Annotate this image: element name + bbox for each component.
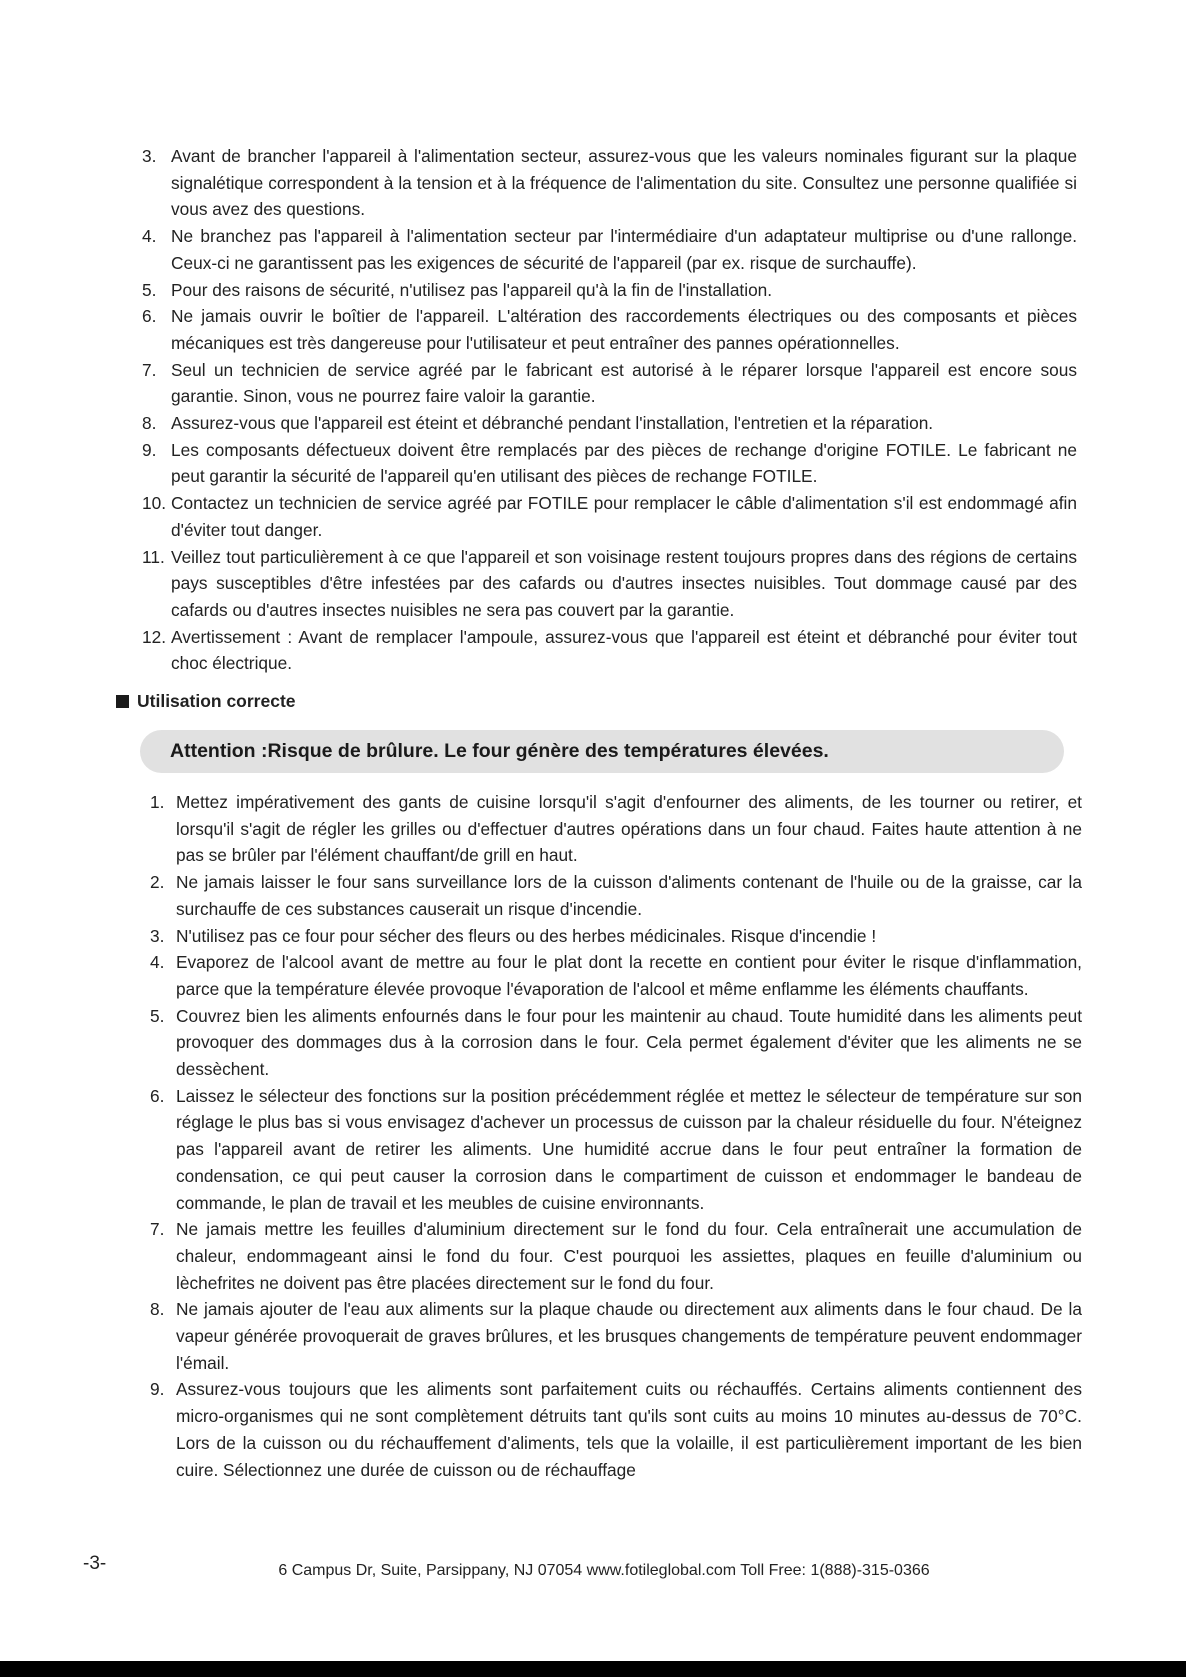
bottom-border <box>0 1661 1186 1677</box>
list-item-number: 3. <box>150 925 165 946</box>
list-item-text: Assurez-vous que l'appareil est éteint et débranché pendant l'installation, l'entretien et la réparation. <box>171 413 934 434</box>
list-item-text: Les composants défectueux doivent être remplacés par des pièces de rechange d'origine FOTILE. Le fabricant ne peut garantir la sécurité de l'appareil qu'en utilisant des pièces de rechange FOTILE. <box>171 439 1077 487</box>
section-heading-text: Utilisation correcte <box>137 691 296 711</box>
list-item <box>150 949 1082 1002</box>
list-item-number: 10. <box>142 493 167 514</box>
list-item-text: Contactez un technicien de service agréé par FOTILE pour remplacer le câble d'alimentation s'il est endommagé afin d'éviter tout danger. <box>171 493 1077 540</box>
list-item-number: 7. <box>142 359 157 380</box>
list-item <box>150 1376 1082 1483</box>
list-item-text: N'utilisez pas ce four pour sécher des fleurs ou des herbes médicinales. Risque d'incendie ! <box>176 925 877 946</box>
list-item <box>142 277 1077 304</box>
list-item <box>150 1003 1082 1083</box>
list-item-text: Mettez impérativement des gants de cuisine lorsqu'il s'agit d'enfourner des aliments, de les tourner ou retirer, et lorsqu'il s'agit de régler les grilles ou d'effectuer d'autres opérations dans un four chaud. Faites haute attention à ne pas se brûler par l'élément chauffant/de grill en haut. <box>176 792 1082 866</box>
list-item <box>142 410 1077 437</box>
list-item <box>142 437 1077 490</box>
square-bullet-icon <box>116 695 129 708</box>
list-item-text: Evaporez de l'alcool avant de mettre au four le plat dont la recette en contient pour éviter le risque d'inflammation, parce que la température élevée provoque l'évaporation de l'alcool et même enflamme les éléments chauffants. <box>176 952 1082 999</box>
list-item-number: 8. <box>150 1299 165 1320</box>
list-item-text: Assurez-vous toujours que les aliments sont parfaitement cuits ou réchauffés. Certains aliments contiennent des micro-organismes qui ne sont complètement détruits tant qu'ils sont cuits au moins 10 minutes au-dessus de 70°C. Lors de la cuisson ou du réchauffement d'aliments, tels que la volaille, il est particulièrement important de les bien cuire. Sélectionnez une durée de cuisson ou de réchauffage <box>176 1379 1082 1480</box>
warning-text: Attention :Risque de brûlure. Le four génère des températures élevées. <box>170 740 829 762</box>
list-item-number: 2. <box>150 872 165 893</box>
warning-banner <box>140 730 1064 773</box>
list-item <box>142 223 1077 276</box>
list-item-text: Ne jamais laisser le four sans surveillance lors de la cuisson d'aliments contenant de l'huile ou de la graisse, car la surchauffe de ces substances causerait un risque d'incendie. <box>176 872 1082 919</box>
list-item-number: 11. <box>142 546 165 567</box>
list-item <box>142 143 1077 223</box>
section-heading <box>116 688 296 714</box>
list-item <box>142 490 1077 543</box>
list-item-number: 1. <box>150 792 165 812</box>
list-item-number: 12. <box>142 626 167 647</box>
footer-address: 6 Campus Dr, Suite, Parsippany, NJ 07054 www.fotileglobal.com Toll Free: 1(888)-315-0366 <box>278 1562 930 1579</box>
list-item <box>142 357 1077 410</box>
list-item-number: 6. <box>142 306 157 327</box>
list-item <box>150 789 1082 869</box>
list-item-number: 8. <box>142 413 157 434</box>
list-item-number: 5. <box>142 279 157 300</box>
list-item-number: 6. <box>150 1085 165 1106</box>
list-item-number: 3. <box>142 146 157 166</box>
safety-list <box>142 143 1077 677</box>
list-item-text: Pour des raisons de sécurité, n'utilisez pas l'appareil qu'à la fin de l'installation. <box>171 279 773 300</box>
list-item-text: Couvrez bien les aliments enfournés dans le four pour les maintenir au chaud. Toute humidité dans les aliments peut provoquer des dommages dus à la corrosion dans le four. Cela permet également d'éviter que les aliments ne se dessèchent. <box>176 1005 1082 1080</box>
list-item-text: Ne jamais mettre les feuilles d'aluminium directement sur le fond du four. Cela entraînerait une accumulation de chaleur, endommageant ainsi le fond du four. C'est pourquoi les assiettes, plaques en feuille d'aluminium ou lèchefrites ne doivent pas être placées directement sur le fond du four. <box>176 1219 1082 1293</box>
list-item <box>150 1296 1082 1376</box>
list-item-number: 9. <box>150 1379 165 1400</box>
list-item-text: Laissez le sélecteur des fonctions sur la position précédemment réglée et mettez le sélecteur de température sur son réglage le plus bas si vous envisagez d'achever un processus de cuisson par la chaleur résiduelle du four. N'éteignez pas l'appareil avant de retirer les aliments. Une humidité accrue dans le four peut entraîner la formation de condensation, ce qui peut causer la corrosion dans le compartiment de cuisson et endommager le bandeau de commande, le plan de travail et les meubles de cuisine environnants. <box>176 1085 1082 1213</box>
list-item-number: 5. <box>150 1005 165 1026</box>
list-item <box>150 869 1082 922</box>
list-item <box>142 544 1077 624</box>
list-item <box>150 1216 1082 1296</box>
list-item-text: Avertissement : Avant de remplacer l'ampoule, assurez-vous que l'appareil est éteint et débranché pour éviter tout choc électrique. <box>171 626 1077 674</box>
list-item-number: 7. <box>150 1219 165 1240</box>
list-item-number: 9. <box>142 439 157 460</box>
list-item-text: Seul un technicien de service agréé par le fabricant est autorisé à le réparer lorsque l'appareil est encore sous garantie. Sinon, vous ne pourrez faire valoir la garantie. <box>171 359 1077 407</box>
usage-list <box>150 789 1082 1483</box>
list-item-text: Avant de brancher l'appareil à l'alimentation secteur, assurez-vous que les valeurs nominales figurant sur la plaque signalétique correspondent à la tension et à la fréquence de l'alimentation du site. Consultez une personne qualifiée si vous avez des questions. <box>171 146 1077 220</box>
list-item <box>150 923 1082 950</box>
list-item <box>150 1083 1082 1217</box>
list-item-number: 4. <box>150 952 165 973</box>
list-item-text: Ne jamais ouvrir le boîtier de l'appareil. L'altération des raccordements électriques ou des composants et pièces mécaniques est très dangereuse pour l'utilisateur et peut entraîner des pannes opérationnelles. <box>171 306 1077 353</box>
page-number: -3- <box>83 1553 107 1574</box>
list-item <box>142 303 1077 356</box>
list-item-text: Veillez tout particulièrement à ce que l'appareil et son voisinage restent toujours propres dans des régions de certains pays susceptibles d'être infestées par des cafards ou d'autres insectes nuisibles. Tout dommage causé par des cafards ou d'autres insectes nuisibles ne sera pas couvert par la garantie. <box>171 546 1077 620</box>
list-item <box>142 624 1077 677</box>
list-item-number: 4. <box>142 226 157 247</box>
list-item-text: Ne branchez pas l'appareil à l'alimentation secteur par l'intermédiaire d'un adaptateur multiprise ou d'une rallonge. Ceux-ci ne garantissent pas les exigences de sécurité de l'appareil (par ex. risque de surchauffe). <box>171 226 1077 273</box>
list-item-text: Ne jamais ajouter de l'eau aux aliments sur la plaque chaude ou directement aux aliments dans le four chaud. De la vapeur générée provoquerait de graves brûlures, et les brusques changements de température peuvent endommager l'émail. <box>176 1299 1082 1373</box>
